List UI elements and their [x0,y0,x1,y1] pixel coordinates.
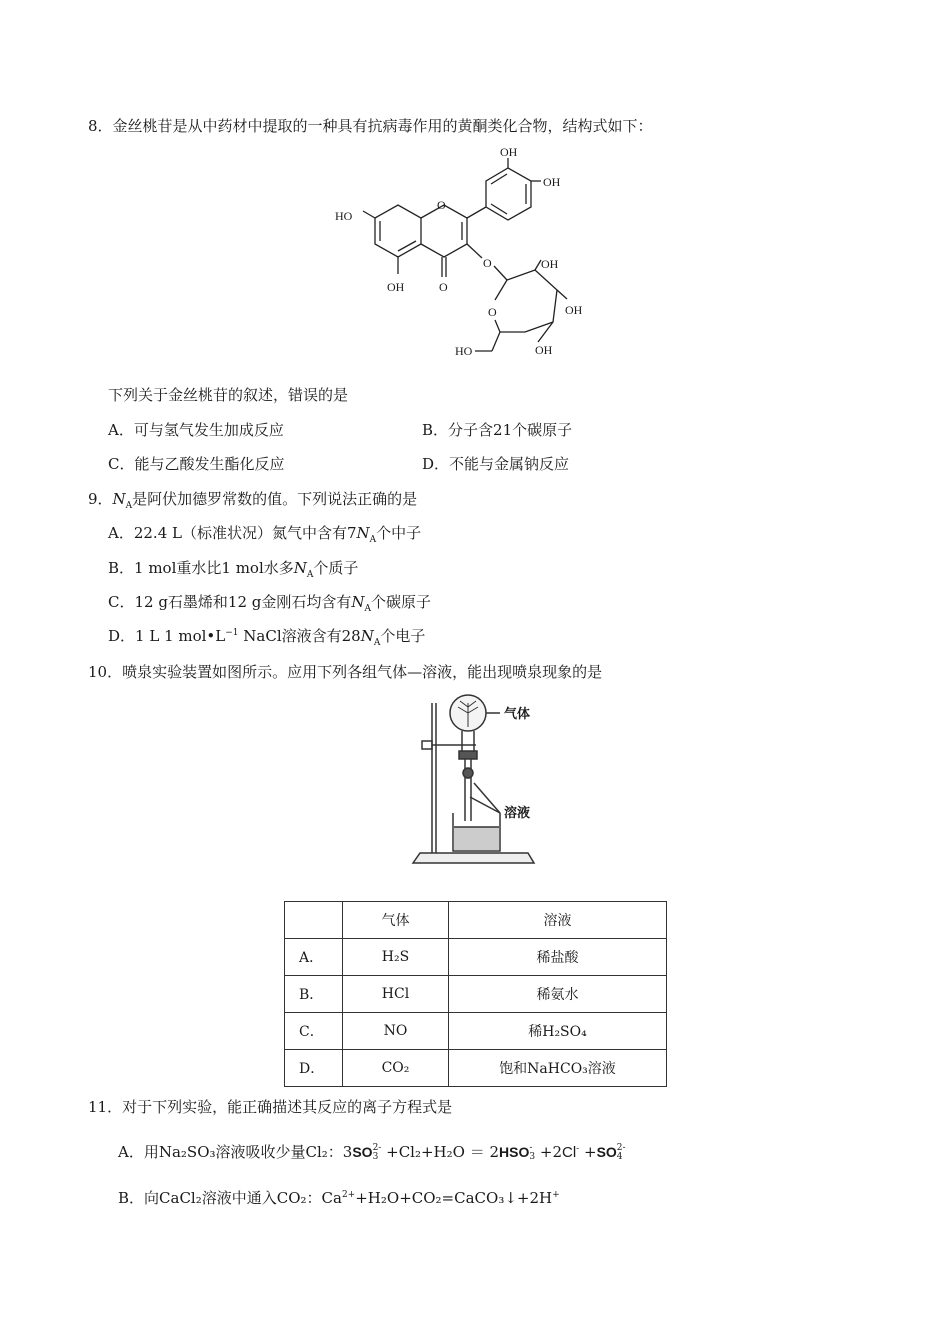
na-symbol: N [112,490,126,508]
label-ho-a: HO [335,209,353,223]
q8-option-d: D．不能与金属钠反应 [422,455,570,473]
gas-solution-table [284,901,667,1087]
q8-stem: 8．金丝桃苷是从中药材中提取的一种具有抗病毒作用的黄酮类化合物，结构式如下： [88,117,653,135]
table-row: A． H₂S 稀盐酸 [285,939,667,976]
q8-option-a: A．可与氢气发生加成反应 [108,421,284,439]
label-oh-b2: OH [543,175,561,189]
q9-stem: 9．$N_A$是阿伏加德罗常数的值。下列说法正确的是 [88,490,418,511]
label-oh-s2: OH [565,303,583,317]
q11-option-a: A．用Na₂SO₃溶液吸收少量Cl₂：3SO 2- 3 +Cl₂+H₂O ＝ 2HSO - 3 +2Cl- +SO 2- 4 [118,1143,626,1162]
q8-prompt: 下列关于金丝桃苷的叙述，错误的是 [108,386,349,404]
q9-option-a: A．22.4 L（标准状况）氮气中含有$7N_A$个中子 [108,524,422,545]
table-row: B． HCl 稀氨水 [285,976,667,1013]
figure-solution-label: 溶液 [504,805,531,820]
table-header-gas: 气体 [343,902,449,939]
q9-option-b: B．1 mol重水比1 mol水多$N_A$个质子 [108,559,359,580]
fountain-apparatus-figure [408,693,568,871]
label-ho-s4: HO [455,344,473,358]
q9-option-d: D．1 L 1 $mol•L^{-1}$ NaCl溶液含有$28N_A$个电子 [108,627,426,648]
hyperoside-structure [335,140,605,365]
label-oh-b1: OH [500,145,518,159]
figure-gas-label: 气体 [504,706,531,721]
q11-option-b: B．向CaCl₂溶液中通入CO₂：$Ca^{2+}+H_2O+CO_2=CaCO_3↓+2H^+$ [118,1189,560,1207]
table-header-solution: 溶液 [449,902,667,939]
label-oh-s3: OH [535,343,553,357]
q8-option-c: C．能与乙酸发生酯化反应 [108,455,285,473]
label-o-sugar: O [488,305,497,319]
table-row: C． NO 稀H₂SO₄ [285,1013,667,1050]
table-header-blank [285,902,343,939]
table-header-row [285,902,667,939]
q8-option-b: B．分子含21个碳原子 [422,421,573,439]
label-oh-s1: OH [541,257,559,271]
table-row: D． CO₂ 饱和NaHCO₃溶液 [285,1050,667,1087]
label-o-carbonyl: O [439,280,448,294]
q11-stem: 11．对于下列实验，能正确描述其反应的离子方程式是 [88,1098,453,1116]
label-o-ring: O [437,198,446,212]
q9-option-c: C．12 g石墨烯和12 g金刚石均含有$N_A$个碳原子 [108,593,432,614]
label-o-link: O [483,256,492,270]
q10-stem: 10．喷泉实验装置如图所示。应用下列各组气体—溶液，能出现喷泉现象的是 [88,663,603,681]
label-oh-a: OH [387,280,405,294]
